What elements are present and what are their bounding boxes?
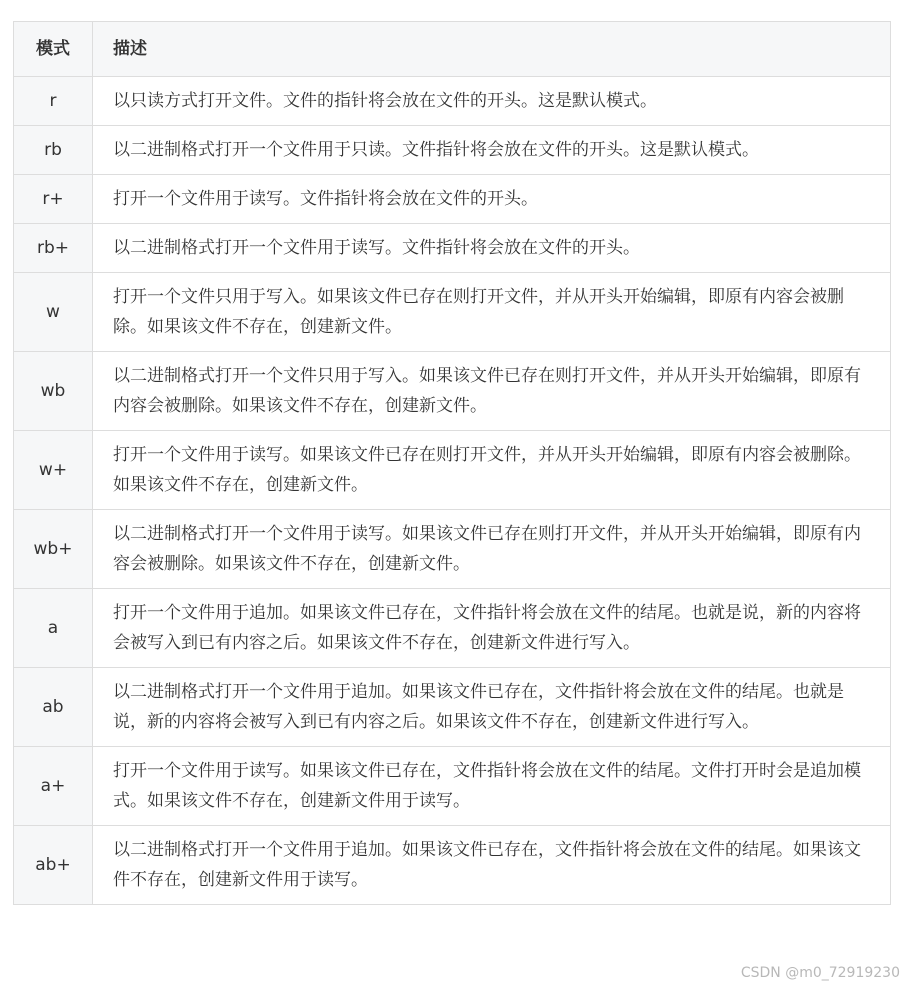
table-row: [14, 273, 891, 352]
description-cell: 以二进制格式打开一个文件用于读写。如果该文件已存在则打开文件，并从开头开始编辑，即原有内容会被删除。如果该文件不存在，创建新文件。: [93, 510, 891, 589]
mode-cell: r+: [14, 175, 93, 224]
watermark: CSDN @m0_72919230: [740, 965, 900, 981]
mode-cell: w+: [14, 431, 93, 510]
mode-cell: r: [14, 77, 93, 126]
table-row: [14, 352, 891, 431]
mode-cell: wb+: [14, 510, 93, 589]
description-column-header: 描述: [93, 22, 891, 77]
description-cell: 以二进制格式打开一个文件用于读写。文件指针将会放在文件的开头。: [93, 224, 891, 273]
table-row: [14, 826, 891, 905]
table-row: [14, 431, 891, 510]
description-cell: 以二进制格式打开一个文件用于追加。如果该文件已存在，文件指针将会放在文件的结尾。如果该文件不存在，创建新文件用于读写。: [93, 826, 891, 905]
table-row: [14, 668, 891, 747]
description-cell: 以二进制格式打开一个文件用于只读。文件指针将会放在文件的开头。这是默认模式。: [93, 126, 891, 175]
mode-cell: wb: [14, 352, 93, 431]
table-row: [14, 747, 891, 826]
description-cell: 打开一个文件只用于写入。如果该文件已存在则打开文件，并从开头开始编辑，即原有内容会被删除。如果该文件不存在，创建新文件。: [93, 273, 891, 352]
table-row: [14, 77, 891, 126]
table-body: [14, 77, 891, 905]
description-cell: 打开一个文件用于读写。文件指针将会放在文件的开头。: [93, 175, 891, 224]
description-cell: 打开一个文件用于读写。如果该文件已存在，文件指针将会放在文件的结尾。文件打开时会是追加模式。如果该文件不存在，创建新文件用于读写。: [93, 747, 891, 826]
file-mode-table: [13, 21, 891, 905]
description-cell: 以二进制格式打开一个文件只用于写入。如果该文件已存在则打开文件，并从开头开始编辑，即原有内容会被删除。如果该文件不存在，创建新文件。: [93, 352, 891, 431]
mode-cell: a+: [14, 747, 93, 826]
mode-cell: ab+: [14, 826, 93, 905]
mode-cell: w: [14, 273, 93, 352]
file-mode-table-container: [13, 21, 890, 905]
table-row: [14, 510, 891, 589]
mode-cell: rb: [14, 126, 93, 175]
table-header: [14, 22, 891, 77]
mode-cell: a: [14, 589, 93, 668]
table-row: [14, 589, 891, 668]
header-row: [14, 22, 891, 77]
mode-cell: rb+: [14, 224, 93, 273]
description-cell: 以二进制格式打开一个文件用于追加。如果该文件已存在，文件指针将会放在文件的结尾。也就是说，新的内容将会被写入到已有内容之后。如果该文件不存在，创建新文件进行写入。: [93, 668, 891, 747]
description-cell: 打开一个文件用于追加。如果该文件已存在，文件指针将会放在文件的结尾。也就是说，新的内容将会被写入到已有内容之后。如果该文件不存在，创建新文件进行写入。: [93, 589, 891, 668]
description-cell: 以只读方式打开文件。文件的指针将会放在文件的开头。这是默认模式。: [93, 77, 891, 126]
table-row: [14, 126, 891, 175]
table-row: [14, 175, 891, 224]
description-cell: 打开一个文件用于读写。如果该文件已存在则打开文件，并从开头开始编辑，即原有内容会被删除。如果该文件不存在，创建新文件。: [93, 431, 891, 510]
table-row: [14, 224, 891, 273]
mode-cell: ab: [14, 668, 93, 747]
mode-column-header: 模式: [14, 22, 93, 77]
